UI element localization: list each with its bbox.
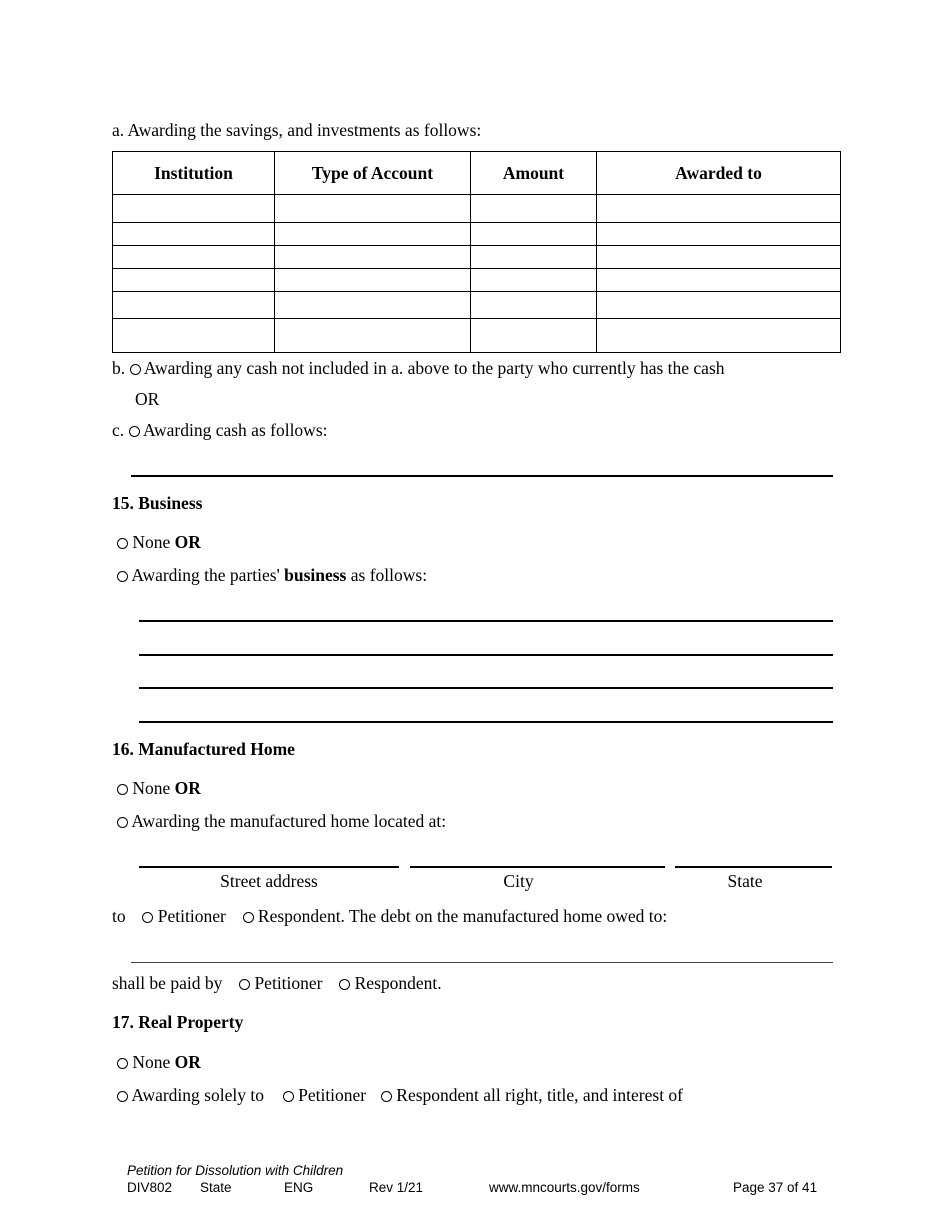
footer-form-title: Petition for Dissolution with Children xyxy=(127,1163,344,1178)
to-label: to xyxy=(112,906,126,926)
or-label: OR xyxy=(174,532,201,552)
cell-input[interactable] xyxy=(113,292,275,319)
debt-owed-line[interactable] xyxy=(131,962,833,963)
col-type-of-account: Type of Account xyxy=(275,152,471,195)
cell-input[interactable] xyxy=(597,246,841,269)
cell-input[interactable] xyxy=(275,223,471,246)
respondent-interest-label: Respondent all right, title, and interest of xyxy=(396,1085,684,1105)
paid-by-label: shall be paid by xyxy=(112,973,223,993)
table-row xyxy=(113,292,841,319)
award-prefix: Awarding the parties' xyxy=(131,565,280,585)
footer-jurisdiction: State xyxy=(200,1180,232,1195)
business-award-option xyxy=(117,565,427,586)
none-label: None xyxy=(132,778,171,798)
cell-input[interactable] xyxy=(275,269,471,292)
none-label: None xyxy=(132,1052,171,1072)
home-none-radio[interactable] xyxy=(117,784,128,795)
section-16-heading: 16. Manufactured Home xyxy=(112,739,295,759)
footer-url[interactable]: www.mncourts.gov/forms xyxy=(489,1180,640,1195)
cell-input[interactable] xyxy=(597,319,841,353)
state-label: State xyxy=(727,871,763,891)
respondent-debt-label: Respondent. The debt on the manufactured home owed to: xyxy=(257,906,668,926)
cell-input[interactable] xyxy=(471,223,597,246)
business-line-4[interactable] xyxy=(139,721,833,723)
cell-input[interactable] xyxy=(113,195,275,223)
table-row xyxy=(113,319,841,353)
cash-as-follows-radio[interactable] xyxy=(129,426,140,437)
home-award-to xyxy=(112,906,667,927)
property-respondent-radio[interactable] xyxy=(381,1091,392,1102)
or-label: OR xyxy=(135,389,160,409)
business-line-3[interactable] xyxy=(139,687,833,689)
property-award-radio[interactable] xyxy=(117,1091,128,1102)
or-label: OR xyxy=(174,1052,201,1072)
option-b-label: b. xyxy=(112,358,126,378)
award-bold: business xyxy=(284,565,347,585)
home-award-radio[interactable] xyxy=(117,817,128,828)
section-15-heading: 15. Business xyxy=(112,493,203,513)
home-none-option xyxy=(117,778,201,799)
cell-input[interactable] xyxy=(471,269,597,292)
footer-form-code: DIV802 xyxy=(127,1180,173,1195)
col-amount: Amount xyxy=(471,152,597,195)
home-petitioner-radio[interactable] xyxy=(142,912,153,923)
home-award-text: Awarding the manufactured home located at: xyxy=(131,811,447,831)
debt-respondent-radio[interactable] xyxy=(339,979,350,990)
cell-input[interactable] xyxy=(597,223,841,246)
cash-entry-line[interactable] xyxy=(131,475,833,477)
award-suffix: as follows: xyxy=(350,565,428,585)
city-label: City xyxy=(503,871,534,891)
option-b xyxy=(112,358,725,379)
footer-page-number: Page 37 of 41 xyxy=(733,1180,818,1195)
respondent-label: Respondent. xyxy=(354,973,442,993)
cell-input[interactable] xyxy=(597,292,841,319)
footer-revision: Rev 1/21 xyxy=(369,1180,424,1195)
cell-input[interactable] xyxy=(275,292,471,319)
cell-input[interactable] xyxy=(275,195,471,223)
cell-input[interactable] xyxy=(113,319,275,353)
debt-petitioner-radio[interactable] xyxy=(239,979,250,990)
petitioner-label: Petitioner xyxy=(157,906,226,926)
property-award-option xyxy=(117,1085,683,1106)
col-awarded-to: Awarded to xyxy=(597,152,841,195)
home-award-option xyxy=(117,811,446,832)
option-c xyxy=(112,420,328,441)
street-address-line[interactable] xyxy=(139,866,399,868)
city-line[interactable] xyxy=(410,866,665,868)
state-line[interactable] xyxy=(675,866,832,868)
business-none-option xyxy=(117,532,201,553)
cell-input[interactable] xyxy=(471,195,597,223)
table-row xyxy=(113,269,841,292)
property-none-radio[interactable] xyxy=(117,1058,128,1069)
table-row xyxy=(113,195,841,223)
cell-input[interactable] xyxy=(113,246,275,269)
cell-input[interactable] xyxy=(597,195,841,223)
section-17-heading: 17. Real Property xyxy=(112,1012,244,1032)
option-b-text: Awarding any cash not included in a. above to the party who currently has the cash xyxy=(143,358,725,378)
property-none-option xyxy=(117,1052,201,1073)
debt-paid-by xyxy=(112,973,442,994)
cell-input[interactable] xyxy=(113,269,275,292)
business-award-radio[interactable] xyxy=(117,571,128,582)
cell-input[interactable] xyxy=(471,319,597,353)
street-address-label: Street address xyxy=(220,871,318,891)
petitioner-label: Petitioner xyxy=(254,973,323,993)
cell-input[interactable] xyxy=(471,246,597,269)
cell-input[interactable] xyxy=(275,246,471,269)
option-c-label: c. xyxy=(112,420,125,440)
none-label: None xyxy=(132,532,171,552)
table-row xyxy=(113,223,841,246)
cell-input[interactable] xyxy=(275,319,471,353)
award-solely-label: Awarding solely to xyxy=(131,1085,264,1105)
savings-table xyxy=(112,151,841,353)
or-label: OR xyxy=(174,778,201,798)
option-c-text: Awarding cash as follows: xyxy=(142,420,328,440)
property-petitioner-radio[interactable] xyxy=(283,1091,294,1102)
cash-current-party-radio[interactable] xyxy=(130,364,141,375)
footer-language: ENG xyxy=(284,1180,314,1195)
savings-instruction: a. Awarding the savings, and investments as follows: xyxy=(112,120,482,140)
business-line-1[interactable] xyxy=(139,620,833,622)
home-respondent-radio[interactable] xyxy=(243,912,254,923)
col-institution: Institution xyxy=(113,152,275,195)
business-line-2[interactable] xyxy=(139,654,833,656)
business-none-radio[interactable] xyxy=(117,538,128,549)
cell-input[interactable] xyxy=(597,269,841,292)
petitioner-label: Petitioner xyxy=(298,1085,367,1105)
cell-input[interactable] xyxy=(471,292,597,319)
cell-input[interactable] xyxy=(113,223,275,246)
table-row xyxy=(113,246,841,269)
